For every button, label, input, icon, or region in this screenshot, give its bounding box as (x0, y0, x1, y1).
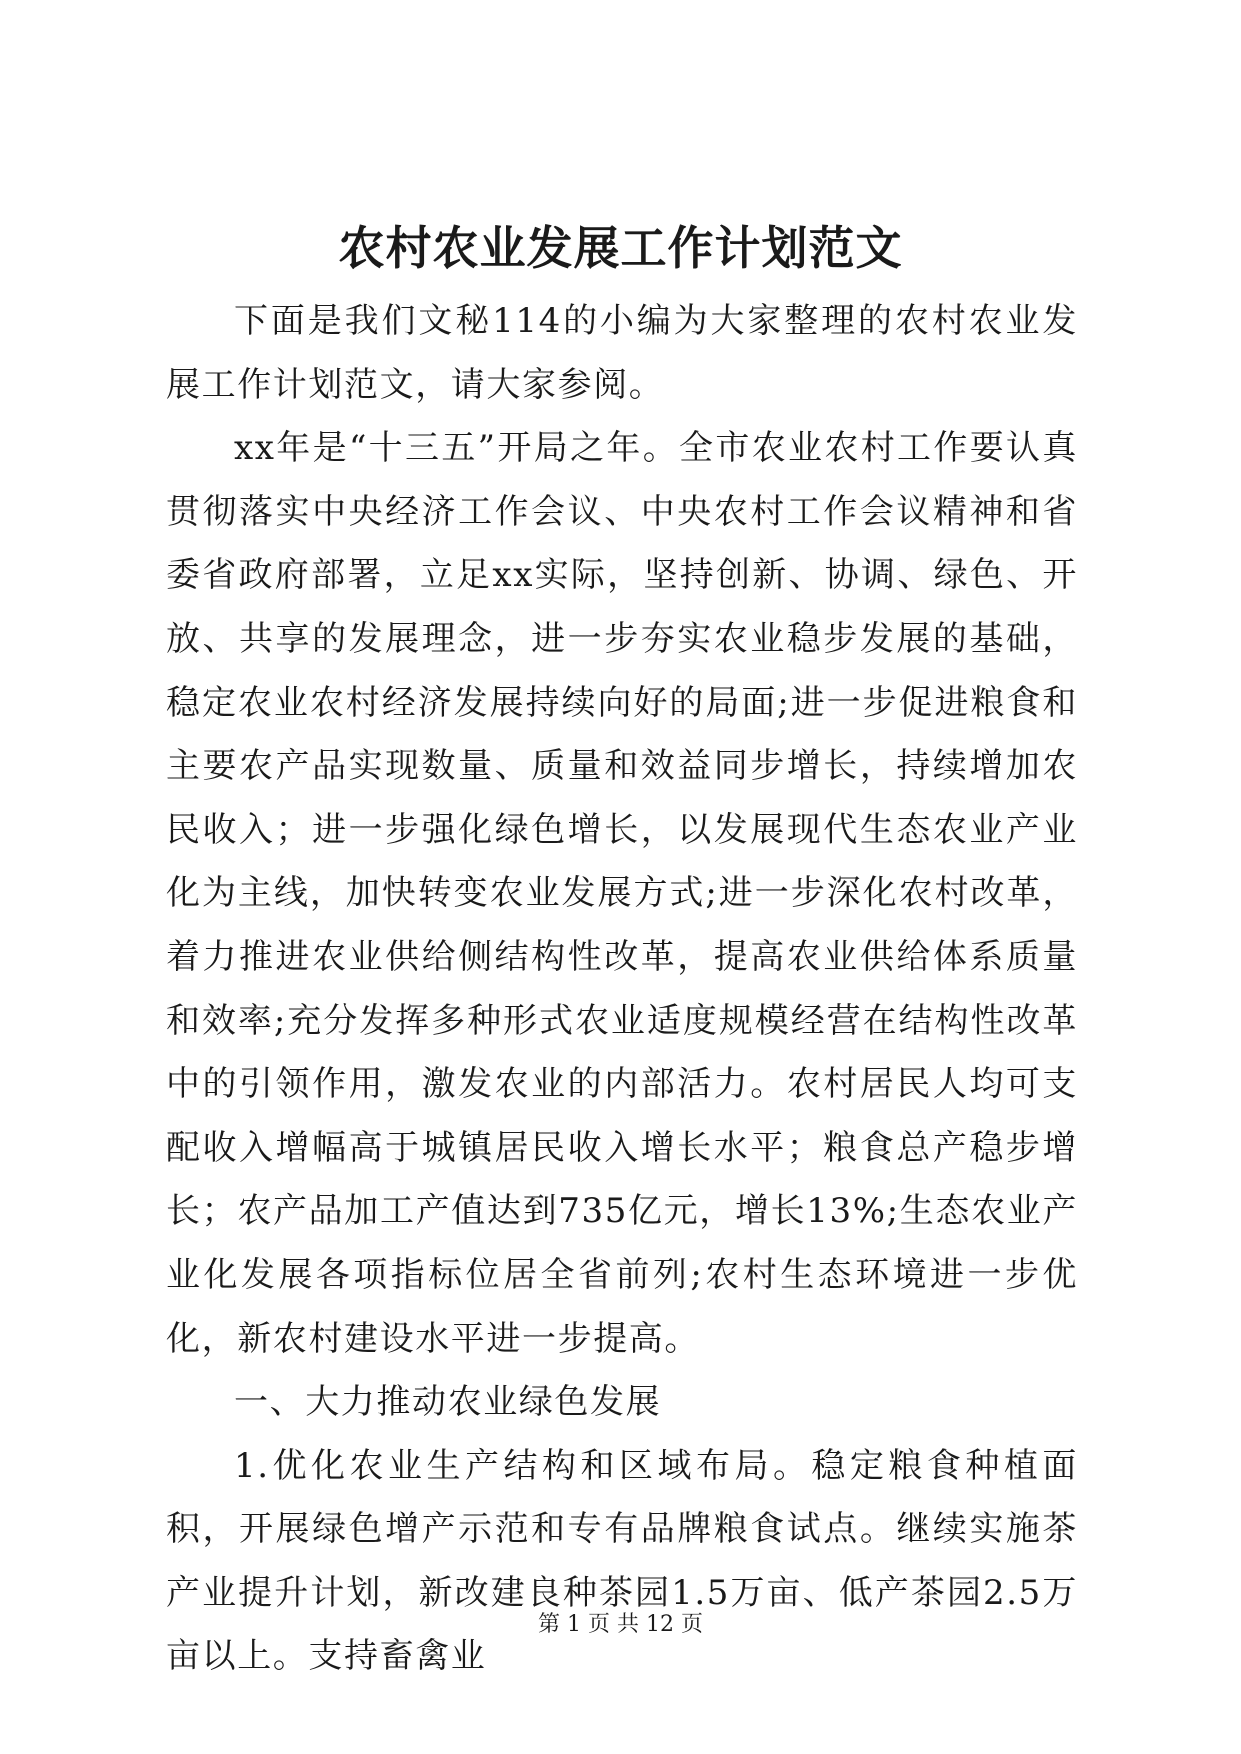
paragraph-item-1: 1.优化农业生产结构和区域布局。稳定粮食种植面积，开展绿色增产示范和专有品牌粮食试点。继续实施茶产业提升计划，新改建良种茶园1.5万亩、低产茶园2.5万亩以上。支持畜禽业 (166, 1445, 1078, 1677)
section-heading: 一、大力推动农业绿色发展 (234, 1382, 662, 1423)
paragraph-intro: 下面是我们文秘114的小编为大家整理的农村农业发展工作计划范文，请大家参阅。 (166, 301, 1078, 405)
document-body (166, 290, 1078, 1689)
page-number-footer: 第 1 页 共 12 页 (538, 1612, 703, 1637)
document-title: 农村农业发展工作计划范文 (338, 221, 903, 275)
paragraph-overview: xx年是“十三五”开局之年。全市农业农村工作要认真贯彻落实中央经济工作会议、中央农村工作会议精神和省委省政府部署，立足xx实际，坚持创新、协调、绿色、开放、共享的发展理念，进一步夯实农业稳步发展的基础，稳定农业农村经济发展持续向好的局面;进一步促进粮食和主要农产品实现数量、质量和效益同步增长，持续增加农民收入；进一步强化绿色增长，以发展现代生态农业产业化为主线，加快转变农业发展方式;进一步深化农村改革，着力推进农业供给侧结构性改革，提高农业供给体系质量和效率;充分发挥多种形式农业适度规模经营在结构性改革中的引领作用，激发农业的内部活力。农村居民人均可支配收入增幅高于城镇居民收入增长水平；粮食总产稳步增长；农产品加工产值达到735亿元，增长13%;生态农业产业化发展各项指标位居全省前列;农村生态环境进一步优化，新农村建设水平进一步提高。 (166, 428, 1078, 1359)
